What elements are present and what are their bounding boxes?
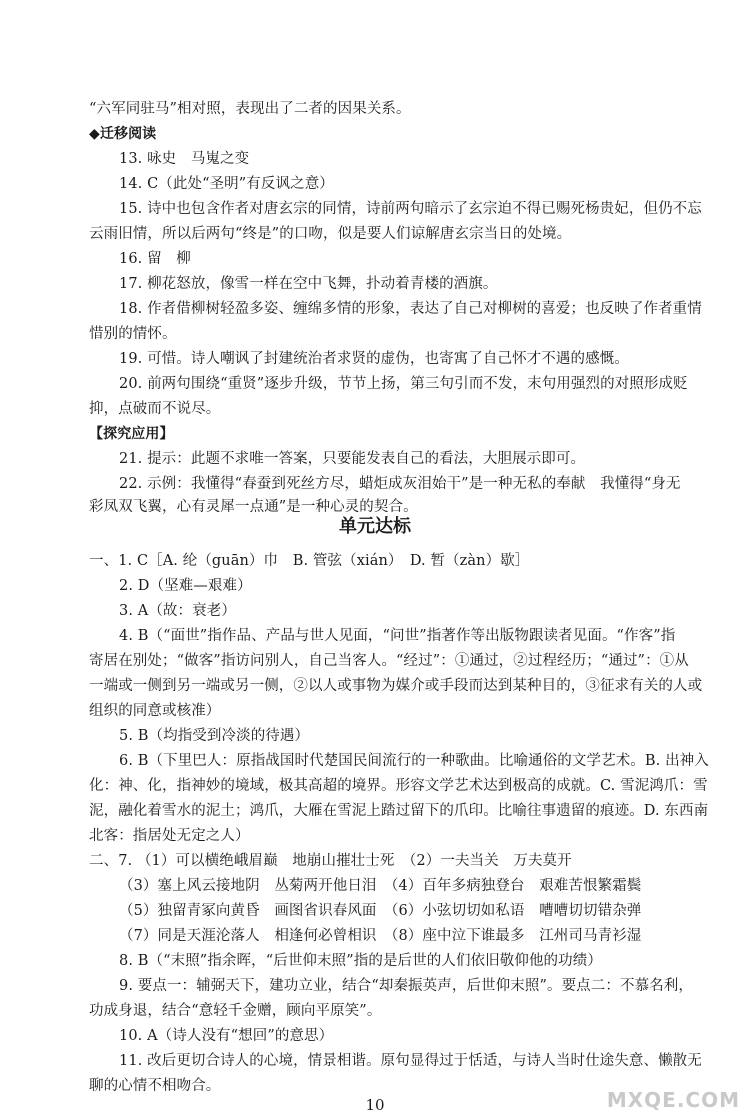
section-heading: 【探究应用】 [89, 426, 174, 442]
text-line: 组织的同意或核准） [89, 703, 221, 719]
text-line: 18. 作者借柳树轻盈多姿、缠绵多情的形象，表达了自己对柳树的喜爱；也反映了作者重情 [119, 301, 702, 317]
text-line: 5. B（均指受到冷淡的待遇） [119, 728, 310, 744]
text-line: 22. 示例：我懂得“春蚕到死丝方尽，蜡炬成灰泪始干”是一种无私的奉献 我懂得“身无 [119, 476, 681, 492]
text-line: 泥，融化着雪水的泥土；鸿爪，大雁在雪泥上踏过留下的爪印。比喻往事遗留的痕迹。D. 东西南 [89, 803, 709, 819]
text-line: 聊的心情不相吻合。 [89, 1078, 221, 1094]
text-line: 15. 诗中也包含作者对唐玄宗的同情，诗前两句暗示了玄宗迫不得已赐死杨贵妃，但仍不忘 [119, 201, 702, 217]
text-line: 20. 前两句围绕“重贤”逐步升级，节节上扬，第三句引而不发，末句用强烈的对照形成贬 [119, 376, 688, 392]
text-line: 彩凤双飞翼，心有灵犀一点通”是一种心灵的契合。 [89, 499, 418, 515]
text-line: （3）塞上风云接地阴 丛菊两开他日泪 （4）百年多病独登台 艰难苦恨繁霜鬓 [119, 878, 642, 894]
text-line: 一、1. C［A. 纶（guān）巾 B. 管弦（xián） D. 暂（zàn）歇］ [89, 553, 530, 569]
text-line: 北客：指居处无定之人） [89, 828, 250, 844]
text-line: 21. 提示：此题不求唯一答案，只要能发表自己的看法，大胆展示即可。 [119, 451, 586, 467]
unit-title: 单元达标 [339, 516, 411, 537]
text-line: 2. D（坚难—艰难） [119, 578, 252, 594]
text-line: 10. A（诗人没有“想回”的意思） [119, 1028, 334, 1044]
text-line: （7）同是天涯沦落人 相逢何必曾相识 （8）座中泣下谁最多 江州司马青衫湿 [119, 928, 642, 944]
text-line: 14. C（此处“圣明”有反讽之意） [119, 176, 334, 192]
text-line: 二、7. （1）可以横绝峨眉巅 地崩山摧壮士死 （2）一夫当关 万夫莫开 [89, 853, 572, 869]
page-number: 10 [365, 1096, 385, 1114]
text-line: 9. 要点一：辅弼天下，建功立业，结合“却秦振英声，后世仰末照”。要点二：不慕名利， [119, 978, 693, 994]
text-line: 11. 改后更切合诗人的心境，情景相谐。原句显得过于恬适，与诗人当时仕途失意、懒散无 [119, 1053, 702, 1069]
text-line: 寄居在别处；“做客”指访问别人，自己当客人。“经过”：①通过，②过程经历；“通过”：①从 [89, 653, 689, 669]
text-line: 17. 柳花怒放，像雪一样在空中飞舞，扑动着青楼的酒旗。 [119, 276, 498, 292]
text-line: 抑，点破而不说尽。 [89, 401, 221, 417]
text-line: 19. 可惜。诗人嘲讽了封建统治者求贤的虚伪，也寄寓了自己怀才不遇的感慨。 [119, 351, 629, 367]
text-line: 3. A（故：衰老） [119, 603, 236, 619]
text-line: 功成身退，结合“意轻千金赠，顾向平原笑”。 [89, 1003, 382, 1019]
text-line: 云雨旧情，所以后两句“终是”的口吻，似是要人们谅解唐玄宗当日的处境。 [89, 226, 572, 242]
watermark: MXQE.COM [606, 1088, 740, 1112]
text-line: （5）独留青冢向黄昏 画图省识春风面 （6）小弦切切如私语 嘈嘈切切错杂弹 [119, 903, 642, 919]
text-line: 16. 留 柳 [119, 251, 191, 267]
text-line: 8. B（“末照”指余晖，“后世仰末照”指的是后世的人们依旧敬仰他的功绩） [119, 953, 602, 969]
text-line: 一端或一侧到另一端或另一侧，②以人或事物为媒介或手段而达到某种目的，③征求有关的人或 [89, 678, 703, 694]
text-line: 惜别的情怀。 [89, 326, 177, 342]
text-line: “六军同驻马”相对照，表现出了二者的因果关系。 [89, 101, 411, 117]
text-line: 4. B（“面世”指作品、产品与世人见面，“问世”指著作等出版物跟读者见面。“作客”指 [119, 628, 676, 644]
text-line: 13. 咏史 马嵬之变 [119, 151, 250, 167]
text-line: 6. B（下里巴人：原指战国时代楚国民间流行的一种歌曲。比喻通俗的文学艺术。B. 出神入 [119, 753, 709, 769]
text-line: 化：神、化，指神妙的境域，极其高超的境界。形容文学艺术达到极高的成就。C. 雪泥鸿爪：雪 [89, 778, 708, 794]
section-heading: ◆迁移阅读 [89, 126, 157, 142]
